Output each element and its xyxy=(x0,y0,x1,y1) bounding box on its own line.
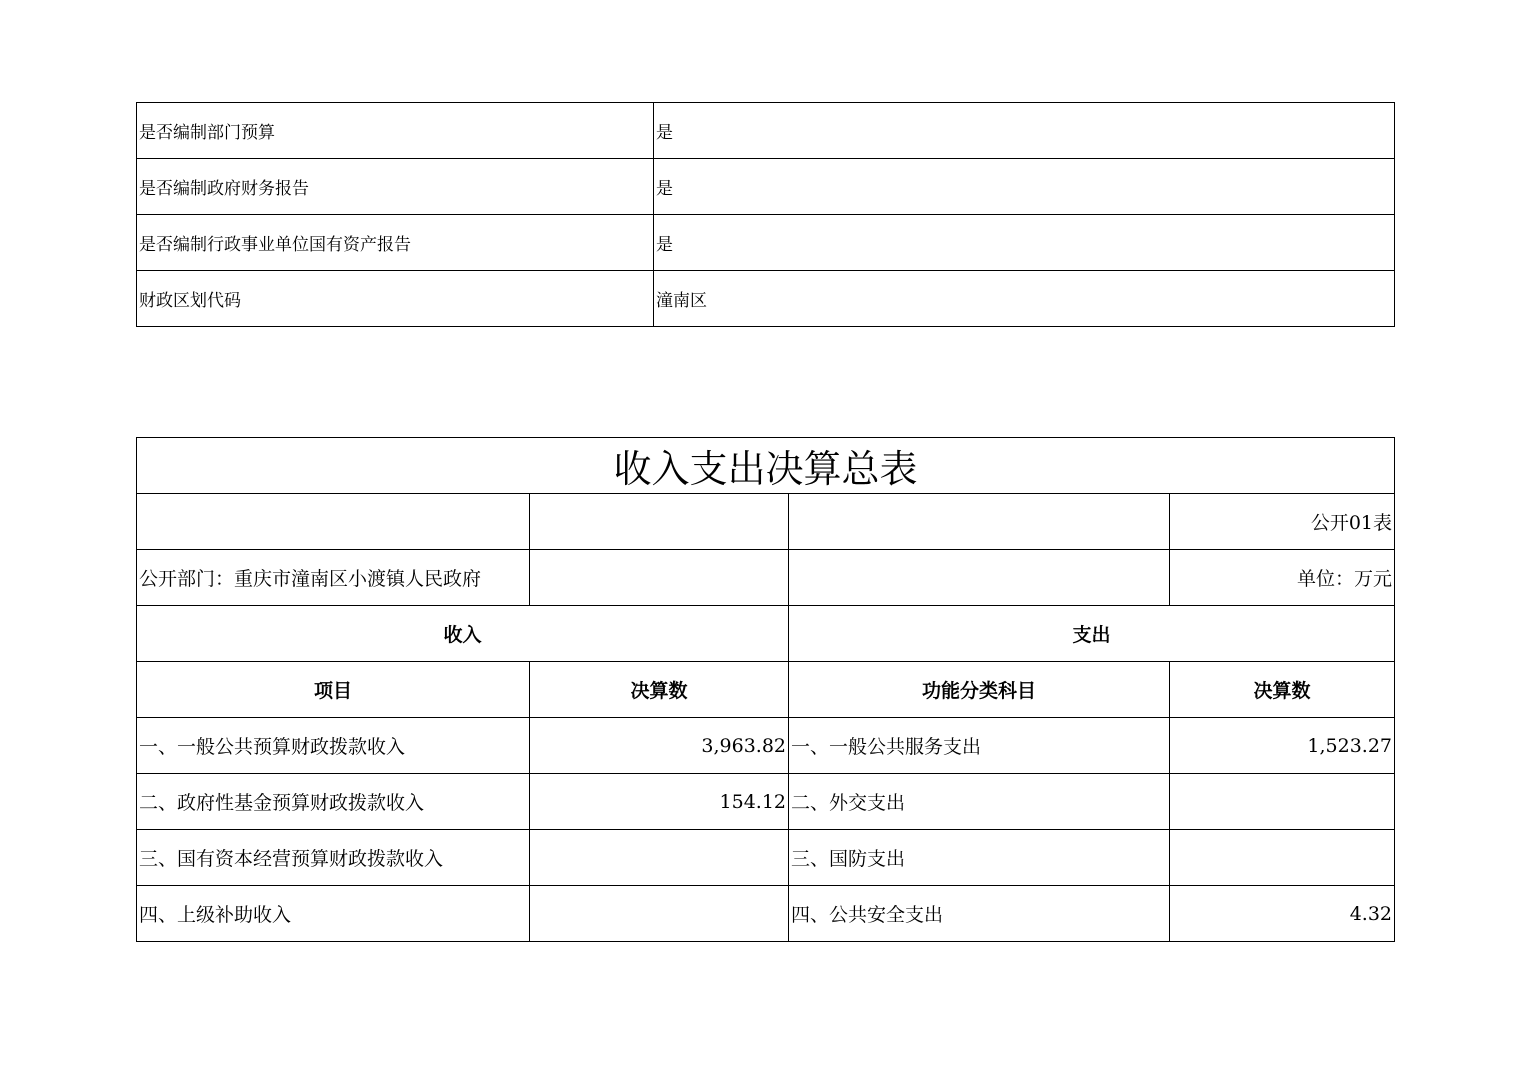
income-item: 一、一般公共预算财政拨款收入 xyxy=(137,718,530,774)
expense-header: 支出 xyxy=(789,606,1395,662)
table-row xyxy=(137,830,1395,886)
income-amount xyxy=(530,830,789,886)
expense-amount: 1,523.27 xyxy=(1170,718,1395,774)
income-item: 三、国有资本经营预算财政拨款收入 xyxy=(137,830,530,886)
info-value: 是 xyxy=(654,103,1395,159)
income-amount xyxy=(530,886,789,942)
column-header-income-amount: 决算数 xyxy=(530,662,789,718)
expense-item: 三、国防支出 xyxy=(789,830,1170,886)
expense-amount xyxy=(1170,830,1395,886)
table-row xyxy=(137,271,1395,327)
column-header-function-category: 功能分类科目 xyxy=(789,662,1170,718)
empty-cell xyxy=(789,494,1170,550)
table-row xyxy=(137,718,1395,774)
expense-item: 四、公共安全支出 xyxy=(789,886,1170,942)
income-header: 收入 xyxy=(137,606,789,662)
income-expense-summary-table xyxy=(136,437,1395,942)
basic-info-table xyxy=(136,102,1395,327)
table-title: 收入支出决算总表 xyxy=(137,438,1395,494)
unit-label: 单位：万元 xyxy=(1170,550,1395,606)
table-number: 公开01表 xyxy=(1170,494,1395,550)
empty-cell xyxy=(530,494,789,550)
table-row xyxy=(137,886,1395,942)
public-department: 公开部门：重庆市潼南区小渡镇人民政府 xyxy=(137,550,530,606)
empty-cell xyxy=(530,550,789,606)
info-label: 是否编制行政事业单位国有资产报告 xyxy=(137,215,654,271)
expense-amount: 4.32 xyxy=(1170,886,1395,942)
table-row xyxy=(137,159,1395,215)
table-row xyxy=(137,215,1395,271)
info-label: 财政区划代码 xyxy=(137,271,654,327)
empty-cell xyxy=(789,550,1170,606)
info-label: 是否编制部门预算 xyxy=(137,103,654,159)
income-item: 四、上级补助收入 xyxy=(137,886,530,942)
info-value: 是 xyxy=(654,159,1395,215)
info-value: 潼南区 xyxy=(654,271,1395,327)
expense-item: 二、外交支出 xyxy=(789,774,1170,830)
column-header-expense-amount: 决算数 xyxy=(1170,662,1395,718)
table-row xyxy=(137,103,1395,159)
column-header-item: 项目 xyxy=(137,662,530,718)
info-label: 是否编制政府财务报告 xyxy=(137,159,654,215)
info-value: 是 xyxy=(654,215,1395,271)
income-item: 二、政府性基金预算财政拨款收入 xyxy=(137,774,530,830)
expense-amount xyxy=(1170,774,1395,830)
empty-cell xyxy=(137,494,530,550)
expense-item: 一、一般公共服务支出 xyxy=(789,718,1170,774)
income-amount: 154.12 xyxy=(530,774,789,830)
income-amount: 3,963.82 xyxy=(530,718,789,774)
table-row xyxy=(137,774,1395,830)
